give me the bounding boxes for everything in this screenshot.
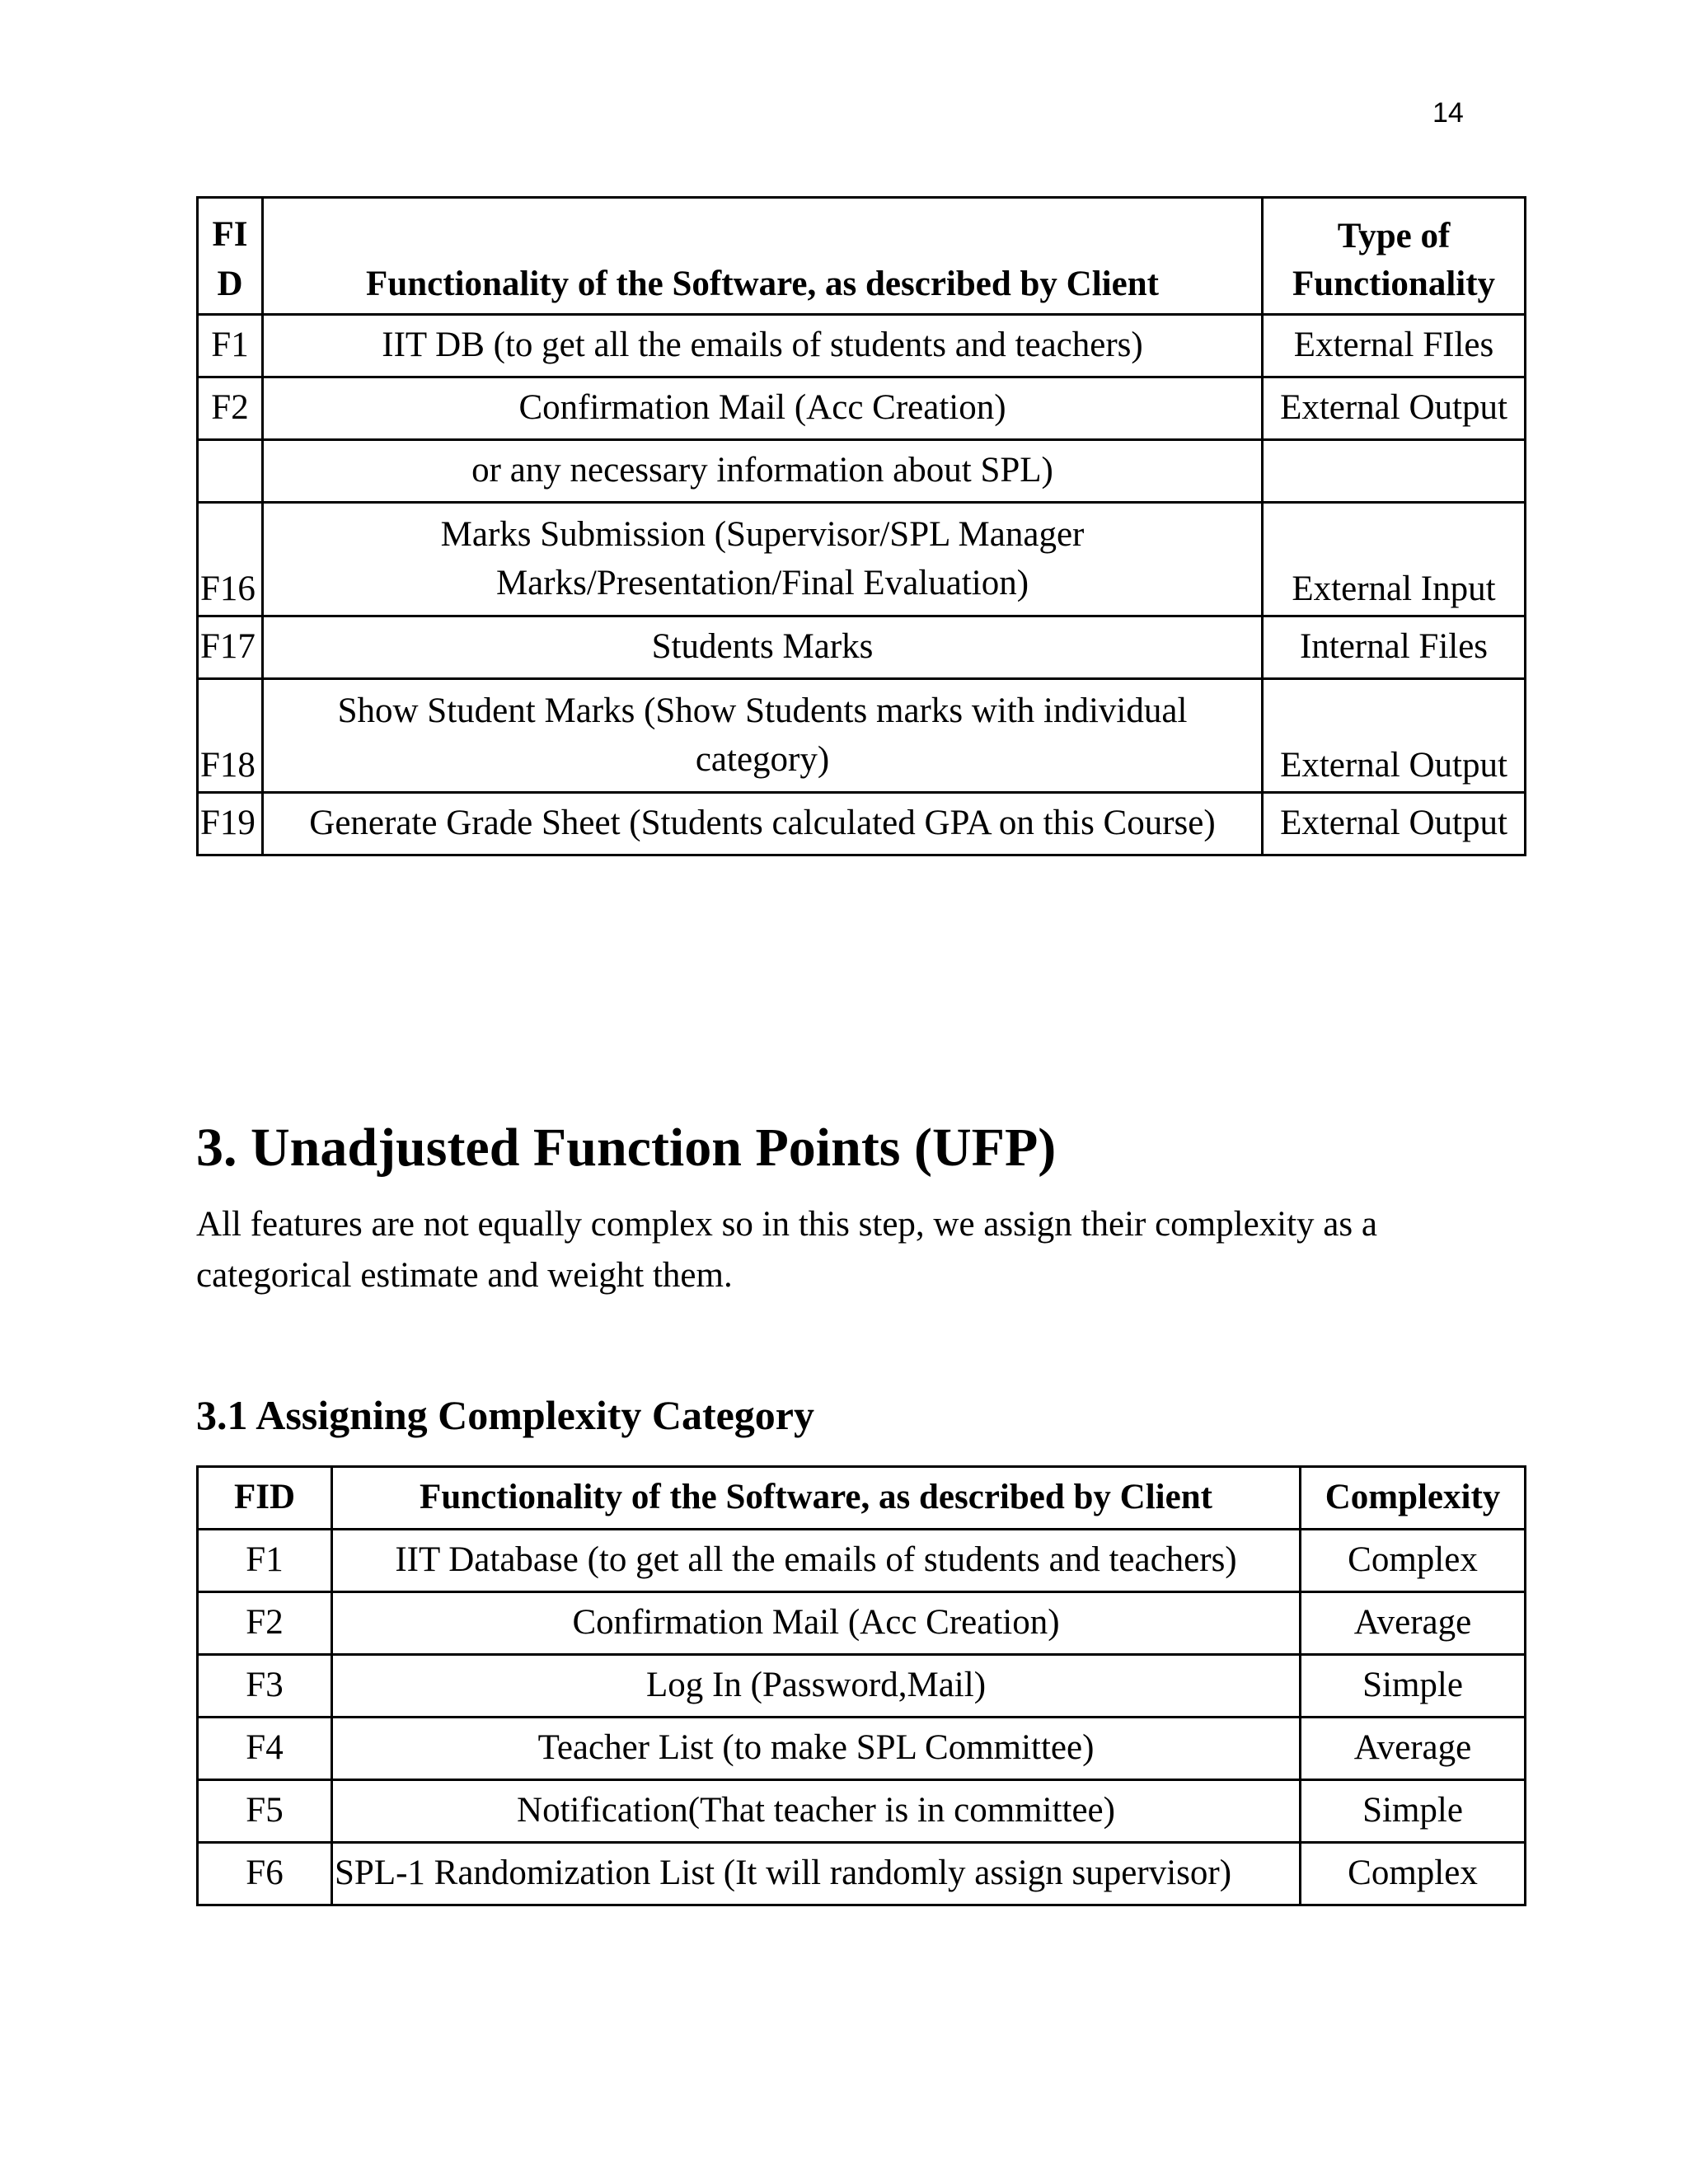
type-cell [1263, 440, 1526, 503]
subsection-heading-complexity: 3.1 Assigning Complexity Category [196, 1392, 814, 1438]
header-fid-line1: FI [212, 215, 248, 255]
fid-cell [198, 440, 263, 503]
table-row [198, 679, 1526, 793]
type-cell: External FIles [1263, 315, 1526, 377]
fid-cell: F5 [198, 1780, 332, 1843]
functionality-cell: Notification(That teacher is in committee) [332, 1780, 1301, 1843]
table-row [198, 315, 1526, 377]
table-row [198, 1843, 1526, 1905]
functionality-cell: Students Marks [263, 616, 1263, 679]
table-header-row [198, 1467, 1526, 1530]
fid-cell: F1 [198, 315, 263, 377]
functionality-line1: Marks Submission (Supervisor/SPL Manager [440, 515, 1085, 555]
header-type-line2: Functionality [1292, 264, 1496, 303]
functionality-cell: Confirmation Mail (Acc Creation) [263, 377, 1263, 440]
table-row [198, 377, 1526, 440]
header-type-line1: Type of [1337, 216, 1451, 255]
functionality-cell [263, 503, 1263, 616]
table-row [198, 793, 1526, 855]
fid-cell: F4 [198, 1718, 332, 1780]
functionality-cell: SPL-1 Randomization List (It will randomly assign supervisor) [332, 1843, 1301, 1905]
table-row [198, 1780, 1526, 1843]
fid-cell: F16 [198, 503, 263, 616]
header-complexity: Complexity [1301, 1467, 1526, 1530]
functionality-cell: Log In (Password,Mail) [332, 1655, 1301, 1718]
header-functionality: Functionality of the Software, as described by Client [332, 1467, 1301, 1530]
fid-cell: F3 [198, 1655, 332, 1718]
type-cell: External Output [1263, 679, 1526, 793]
header-fid: FID [198, 1467, 332, 1530]
functionality-cell: or any necessary information about SPL) [263, 440, 1263, 503]
complexity-table [196, 1465, 1526, 1906]
fid-cell: F6 [198, 1843, 332, 1905]
fid-cell: F17 [198, 616, 263, 679]
complexity-cell: Simple [1301, 1780, 1526, 1843]
complexity-cell: Complex [1301, 1530, 1526, 1592]
fid-cell: F2 [198, 377, 263, 440]
functionality-cell: IIT Database (to get all the emails of students and teachers) [332, 1530, 1301, 1592]
table-row [198, 1592, 1526, 1655]
table-row [198, 1530, 1526, 1592]
functionality-cell: Confirmation Mail (Acc Creation) [332, 1592, 1301, 1655]
type-cell: Internal Files [1263, 616, 1526, 679]
table-row [198, 616, 1526, 679]
functionality-line2: category) [695, 739, 830, 779]
fid-cell: F2 [198, 1592, 332, 1655]
complexity-cell: Average [1301, 1718, 1526, 1780]
section-paragraph: All features are not equally complex so in this step, we assign their complexity as a categorical estimate and weight them. [196, 1205, 1377, 1295]
header-fid [198, 198, 263, 315]
complexity-cell: Complex [1301, 1843, 1526, 1905]
functionality-type-table [196, 196, 1526, 856]
functionality-line2: Marks/Presentation/Final Evaluation) [495, 563, 1029, 602]
header-type-of-functionality [1263, 198, 1526, 315]
page-number: 14 [1432, 97, 1464, 129]
complexity-cell: Average [1301, 1592, 1526, 1655]
table-row [198, 1655, 1526, 1718]
section-heading-ufp: 3. Unadjusted Function Points (UFP) [196, 1118, 1057, 1178]
table-header-row [198, 198, 1526, 315]
table-row [198, 1718, 1526, 1780]
functionality-cell [263, 679, 1263, 793]
fid-cell: F1 [198, 1530, 332, 1592]
type-cell: External Input [1263, 503, 1526, 616]
table-row [198, 440, 1526, 503]
functionality-line1: Show Student Marks (Show Students marks with individual [337, 691, 1188, 731]
fid-cell: F18 [198, 679, 263, 793]
type-cell: External Output [1263, 377, 1526, 440]
functionality-cell: Teacher List (to make SPL Committee) [332, 1718, 1301, 1780]
type-cell: External Output [1263, 793, 1526, 855]
complexity-cell: Simple [1301, 1655, 1526, 1718]
header-functionality: Functionality of the Software, as described by Client [263, 198, 1263, 315]
header-fid-line2: D [217, 264, 243, 303]
functionality-cell: Generate Grade Sheet (Students calculated GPA on this Course) [263, 793, 1263, 855]
table-row [198, 503, 1526, 616]
fid-cell: F19 [198, 793, 263, 855]
functionality-cell: IIT DB (to get all the emails of students and teachers) [263, 315, 1263, 377]
